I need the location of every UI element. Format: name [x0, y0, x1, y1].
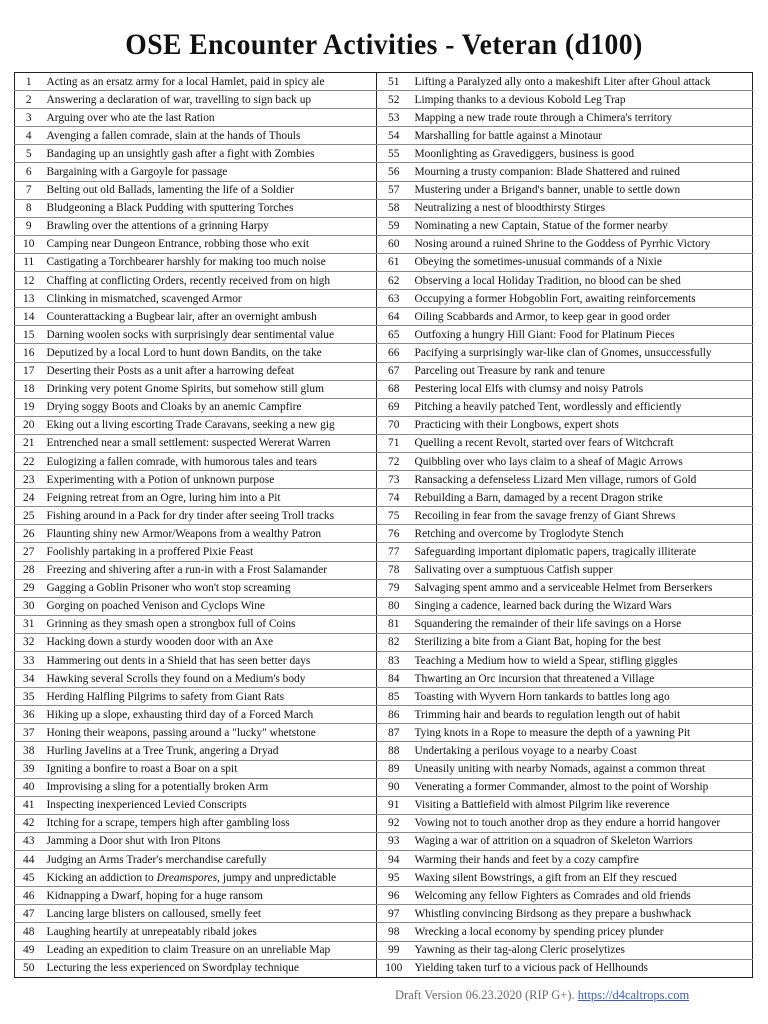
entry-text: Jamming a Door shut with Iron Pitons [43, 832, 377, 850]
table-row [15, 615, 753, 633]
page-title: OSE Encounter Activities - Veteran (d100) [125, 28, 643, 61]
table-row [15, 326, 753, 344]
entry-number: 95 [377, 869, 411, 887]
entry-text: Gorging on poached Venison and Cyclops Wine [43, 597, 377, 615]
table-row [15, 290, 753, 308]
entry-number: 57 [377, 181, 411, 199]
table-row [15, 652, 753, 670]
entry-text: Waxing silent Bowstrings, a gift from an Elf they rescued [411, 869, 753, 887]
entry-number: 33 [15, 652, 43, 670]
entry-number: 20 [15, 416, 43, 434]
entry-text: Arguing over who ate the last Ration [43, 109, 377, 127]
entry-number: 1 [15, 73, 43, 91]
entry-number: 15 [15, 326, 43, 344]
entry-number: 65 [377, 326, 411, 344]
entry-number: 59 [377, 217, 411, 235]
entry-number: 98 [377, 923, 411, 941]
table-row [15, 127, 753, 145]
entry-text: Clinking in mismatched, scavenged Armor [43, 290, 377, 308]
entry-number: 72 [377, 452, 411, 470]
entry-text: Leading an expedition to claim Treasure on an unreliable Map [43, 941, 377, 959]
entry-number: 55 [377, 145, 411, 163]
entry-number: 7 [15, 181, 43, 199]
entry-number: 64 [377, 308, 411, 326]
entry-number: 61 [377, 253, 411, 271]
table-row [15, 199, 753, 217]
entry-number: 35 [15, 688, 43, 706]
entry-text: Hammering out dents in a Shield that has seen better days [43, 652, 377, 670]
entry-number: 40 [15, 778, 43, 796]
entry-text: Recoiling in fear from the savage frenzy of Giant Shrews [411, 507, 753, 525]
entry-text: Fishing around in a Pack for dry tinder after seeing Troll tracks [43, 507, 377, 525]
entry-number: 62 [377, 272, 411, 290]
table-row [15, 434, 753, 452]
entry-text: Tying knots in a Rope to measure the depth of a yawning Pit [411, 724, 753, 742]
table-row [15, 905, 753, 923]
entry-text: Limping thanks to a devious Kobold Leg Trap [411, 91, 753, 109]
entry-text: Avenging a fallen comrade, slain at the hands of Thouls [43, 127, 377, 145]
entry-number: 77 [377, 543, 411, 561]
entry-text: Oiling Scabbards and Armor, to keep gear in good order [411, 308, 753, 326]
entry-number: 48 [15, 923, 43, 941]
entry-number: 9 [15, 217, 43, 235]
entry-text: Grinning as they smash open a strongbox full of Coins [43, 615, 377, 633]
entry-number: 74 [377, 489, 411, 507]
entry-number: 52 [377, 91, 411, 109]
entry-number: 58 [377, 199, 411, 217]
entry-number: 71 [377, 434, 411, 452]
entry-number: 28 [15, 561, 43, 579]
entry-text: Observing a local Holiday Tradition, no blood can be shed [411, 272, 753, 290]
entry-number: 12 [15, 272, 43, 290]
entry-number: 16 [15, 344, 43, 362]
entry-text: Hacking down a sturdy wooden door with an Axe [43, 633, 377, 651]
table-row [15, 380, 753, 398]
entry-text: Chaffing at conflicting Orders, recently received from on high [43, 272, 377, 290]
entry-text: Judging an Arms Trader's merchandise carefully [43, 851, 377, 869]
table-row [15, 91, 753, 109]
entry-text: Darning woolen socks with surprisingly dear sentimental value [43, 326, 377, 344]
entry-text: Drinking very potent Gnome Spirits, but somehow still glum [43, 380, 377, 398]
entry-text: Wrecking a local economy by spending pricey plunder [411, 923, 753, 941]
entry-number: 17 [15, 362, 43, 380]
entry-text: Teaching a Medium how to wield a Spear, stifling giggles [411, 652, 753, 670]
entry-text: Welcoming any fellow Fighters as Comrades and old friends [411, 887, 753, 905]
entry-number: 36 [15, 706, 43, 724]
entry-text: Eulogizing a fallen comrade, with humorous tales and tears [43, 452, 377, 470]
entry-number: 49 [15, 941, 43, 959]
entry-number: 60 [377, 235, 411, 253]
entry-number: 31 [15, 615, 43, 633]
entry-number: 66 [377, 344, 411, 362]
entry-text: Outfoxing a hungry Hill Giant: Food for Platinum Pieces [411, 326, 753, 344]
entry-text: Waging a war of attrition on a squadron of Skeleton Warriors [411, 832, 753, 850]
entry-text: Squandering the remainder of their life savings on a Horse [411, 615, 753, 633]
entry-number: 80 [377, 597, 411, 615]
entry-number: 78 [377, 561, 411, 579]
entry-number: 89 [377, 760, 411, 778]
entry-text: Neutralizing a nest of bloodthirsty Stirges [411, 199, 753, 217]
entry-text: Obeying the sometimes-unusual commands of a Nixie [411, 253, 753, 271]
entry-text: Quibbling over who lays claim to a sheaf of Magic Arrows [411, 452, 753, 470]
entry-text: Hawking several Scrolls they found on a Medium's body [43, 670, 377, 688]
table-row [15, 452, 753, 470]
table-row [15, 543, 753, 561]
entry-text: Salivating over a sumptuous Catfish supper [411, 561, 753, 579]
entry-number: 19 [15, 398, 43, 416]
table-row [15, 253, 753, 271]
entry-text: Acting as an ersatz army for a local Hamlet, paid in spicy ale [43, 73, 377, 91]
entry-text: Practicing with their Longbows, expert shots [411, 416, 753, 434]
entry-text: Herding Halfling Pilgrims to safety from Giant Rats [43, 688, 377, 706]
table-row [15, 796, 753, 814]
entry-text: Lecturing the less experienced on Swordplay technique [43, 959, 377, 977]
entry-text: Rebuilding a Barn, damaged by a recent Dragon strike [411, 489, 753, 507]
entry-text: Kicking an addiction to Dreamspores, jumpy and unpredictable [43, 869, 377, 887]
entry-number: 82 [377, 633, 411, 651]
table-row [15, 235, 753, 253]
entry-text: Undertaking a perilous voyage to a nearby Coast [411, 742, 753, 760]
entry-text: Whistling convincing Birdsong as they prepare a bushwhack [411, 905, 753, 923]
entry-number: 22 [15, 452, 43, 470]
entry-text: Pitching a heavily patched Tent, wordlessly and efficiently [411, 398, 753, 416]
table-row [15, 724, 753, 742]
entry-number: 70 [377, 416, 411, 434]
entry-text: Retching and overcome by Troglodyte Stench [411, 525, 753, 543]
entry-text: Pestering local Elfs with clumsy and noisy Patrols [411, 380, 753, 398]
table-row [15, 561, 753, 579]
entry-text: Foolishly partaking in a proffered Pixie Feast [43, 543, 377, 561]
entry-text: Nosing around a ruined Shrine to the Goddess of Pyrrhic Victory [411, 235, 753, 253]
entry-text: Sterilizing a bite from a Giant Bat, hoping for the best [411, 633, 753, 651]
table-row [15, 398, 753, 416]
table-row [15, 832, 753, 850]
entry-number: 11 [15, 253, 43, 271]
entry-number: 75 [377, 507, 411, 525]
table-row [15, 706, 753, 724]
website-link[interactable]: https://d4caltrops.com [577, 988, 690, 1002]
entry-number: 43 [15, 832, 43, 850]
entry-text: Honing their weapons, passing around a "lucky" whetstone [43, 724, 377, 742]
entry-text: Castigating a Torchbearer harshly for making too much noise [43, 253, 377, 271]
entry-number: 69 [377, 398, 411, 416]
entry-number: 97 [377, 905, 411, 923]
entry-text: Hiking up a slope, exhausting third day of a Forced March [43, 706, 377, 724]
draft-version: Draft Version 06.23.2020 (RIP G+). [395, 988, 575, 1002]
entry-text: Salvaging spent ammo and a serviceable Helmet from Berserkers [411, 579, 753, 597]
table-row [15, 814, 753, 832]
entry-text: Bandaging up an unsightly gash after a fight with Zombies [43, 145, 377, 163]
encounter-table [14, 72, 753, 978]
table-row [15, 489, 753, 507]
entry-number: 30 [15, 597, 43, 615]
entry-number: 18 [15, 380, 43, 398]
table-row [15, 633, 753, 651]
entry-text: Entrenched near a small settlement: suspected Wererat Warren [43, 434, 377, 452]
footer [395, 988, 689, 1003]
entry-number: 6 [15, 163, 43, 181]
entry-number: 84 [377, 670, 411, 688]
entry-text: Counterattacking a Bugbear lair, after an overnight ambush [43, 308, 377, 326]
table-row [15, 923, 753, 941]
entry-text: Laughing heartily at unrepeatably ribald jokes [43, 923, 377, 941]
entry-number: 21 [15, 434, 43, 452]
entry-number: 51 [377, 73, 411, 91]
entry-text: Drying soggy Boots and Cloaks by an anemic Campfire [43, 398, 377, 416]
entry-number: 85 [377, 688, 411, 706]
table-row [15, 688, 753, 706]
entry-number: 94 [377, 851, 411, 869]
entry-text: Inspecting inexperienced Levied Conscripts [43, 796, 377, 814]
table-row [15, 959, 753, 977]
entry-number: 83 [377, 652, 411, 670]
entry-text: Experimenting with a Potion of unknown purpose [43, 471, 377, 489]
table-row [15, 416, 753, 434]
table-row [15, 941, 753, 959]
entry-text: Occupying a former Hobgoblin Fort, awaiting reinforcements [411, 290, 753, 308]
entry-number: 44 [15, 851, 43, 869]
entry-number: 56 [377, 163, 411, 181]
entry-number: 45 [15, 869, 43, 887]
entry-number: 24 [15, 489, 43, 507]
entry-text: Toasting with Wyvern Horn tankards to battles long ago [411, 688, 753, 706]
entry-number: 53 [377, 109, 411, 127]
entry-number: 86 [377, 706, 411, 724]
entry-text: Camping near Dungeon Entrance, robbing those who exit [43, 235, 377, 253]
entry-number: 23 [15, 471, 43, 489]
entry-number: 50 [23, 962, 35, 975]
table-row [15, 670, 753, 688]
table-row [15, 272, 753, 290]
table-row [15, 217, 753, 235]
entry-text: Yawning as their tag-along Cleric proselytizes [411, 941, 753, 959]
table-row [15, 778, 753, 796]
entry-text: Uneasily uniting with nearby Nomads, against a common threat [411, 760, 753, 778]
entry-number: 37 [15, 724, 43, 742]
table-row [15, 851, 753, 869]
table-row [15, 109, 753, 127]
entry-text: Marshalling for battle against a Minotaur [411, 127, 753, 145]
table-row [15, 597, 753, 615]
entry-text: Mapping a new trade route through a Chimera's territory [411, 109, 753, 127]
entry-number: 2 [15, 91, 43, 109]
entry-number: 87 [377, 724, 411, 742]
entry-text: Moonlighting as Gravediggers, business is good [411, 145, 753, 163]
entry-number: 34 [15, 670, 43, 688]
entry-text: Improvising a sling for a potentially broken Arm [43, 778, 377, 796]
entry-text: Vowing not to touch another drop as they endure a horrid hangover [411, 814, 753, 832]
entry-number: 3 [15, 109, 43, 127]
entry-text: Lancing large blisters on calloused, smelly feet [43, 905, 377, 923]
entry-number: 68 [377, 380, 411, 398]
entry-text: Itching for a scrape, tempers high after gambling loss [43, 814, 377, 832]
entry-number: 13 [15, 290, 43, 308]
entry-number: 5 [15, 145, 43, 163]
entry-text: Deserting their Posts as a unit after a harrowing defeat [43, 362, 377, 380]
table-row [15, 579, 753, 597]
table-row [15, 344, 753, 362]
entry-number: 26 [15, 525, 43, 543]
entry-text: Gagging a Goblin Prisoner who won't stop screaming [43, 579, 377, 597]
table-row [15, 742, 753, 760]
entry-number: 91 [377, 796, 411, 814]
entry-number: 38 [15, 742, 43, 760]
table-row [15, 507, 753, 525]
table-row [15, 362, 753, 380]
entry-text: Kidnapping a Dwarf, hoping for a huge ransom [43, 887, 377, 905]
entry-number: 41 [15, 796, 43, 814]
entry-text: Trimming hair and beards to regulation length out of habit [411, 706, 753, 724]
table-row [15, 887, 753, 905]
entry-text: Quelling a recent Revolt, started over fears of Witchcraft [411, 434, 753, 452]
entry-text: Thwarting an Orc incursion that threatened a Village [411, 670, 753, 688]
entry-text: Brawling over the attentions of a grinning Harpy [43, 217, 377, 235]
entry-text: Parceling out Treasure by rank and tenure [411, 362, 753, 380]
entry-text: Warming their hands and feet by a cozy campfire [411, 851, 753, 869]
entry-text: Answering a declaration of war, travelling to sign back up [43, 91, 377, 109]
entry-number: 73 [377, 471, 411, 489]
entry-number: 54 [377, 127, 411, 145]
entry-number: 92 [377, 814, 411, 832]
entry-number: 96 [377, 887, 411, 905]
table-row [15, 181, 753, 199]
entry-number: 46 [15, 887, 43, 905]
entry-text: Flaunting shiny new Armor/Weapons from a wealthy Patron [43, 525, 377, 543]
entry-number: 47 [15, 905, 43, 923]
entry-number: 63 [377, 290, 411, 308]
entry-text: Freezing and shivering after a run-in with a Frost Salamander [43, 561, 377, 579]
entry-text: Bargaining with a Gargoyle for passage [43, 163, 377, 181]
entry-text: Deputized by a local Lord to hunt down Bandits, on the take [43, 344, 377, 362]
entry-text: Singing a cadence, learned back during the Wizard Wars [411, 597, 753, 615]
table-row [15, 471, 753, 489]
entry-number: 67 [377, 362, 411, 380]
table-row [15, 73, 753, 91]
table-row [15, 308, 753, 326]
entry-number: 99 [377, 941, 411, 959]
entry-text: Ransacking a defenseless Lizard Men village, rumors of Gold [411, 471, 753, 489]
entry-number: 79 [377, 579, 411, 597]
entry-number: 42 [15, 814, 43, 832]
entry-text: Hurling Javelins at a Tree Trunk, angering a Dryad [43, 742, 377, 760]
entry-number: 39 [15, 760, 43, 778]
table-row [15, 525, 753, 543]
entry-text: Visiting a Battlefield with almost Pilgrim like reverence [411, 796, 753, 814]
entry-number: 93 [377, 832, 411, 850]
entry-text: Yielding taken turf to a vicious pack of Hellhounds [414, 962, 648, 975]
entry-number: 81 [377, 615, 411, 633]
entry-number: 88 [377, 742, 411, 760]
entry-text: Eking out a living escorting Trade Caravans, seeking a new gig [43, 416, 377, 434]
entry-text: Mustering under a Brigand's banner, unable to settle down [411, 181, 753, 199]
entry-text: Igniting a bonfire to roast a Boar on a spit [43, 760, 377, 778]
entry-number: 14 [15, 308, 43, 326]
entry-text: Belting out old Ballads, lamenting the life of a Soldier [43, 181, 377, 199]
table-row [15, 145, 753, 163]
table-row [15, 869, 753, 887]
entry-text: Feigning retreat from an Ogre, luring him into a Pit [43, 489, 377, 507]
entry-number: 25 [15, 507, 43, 525]
entry-number: 4 [15, 127, 43, 145]
entry-text: Lifting a Paralyzed ally onto a makeshift Liter after Ghoul attack [411, 73, 753, 91]
entry-text: Venerating a former Commander, almost to the point of Worship [411, 778, 753, 796]
entry-number: 76 [377, 525, 411, 543]
entry-number: 100 [385, 962, 403, 975]
entry-number: 27 [15, 543, 43, 561]
entry-text: Mourning a trusty companion: Blade Shattered and ruined [411, 163, 753, 181]
entry-number: 32 [15, 633, 43, 651]
entry-number: 10 [15, 235, 43, 253]
entry-number: 90 [377, 778, 411, 796]
entry-number: 29 [15, 579, 43, 597]
entry-text: Bludgeoning a Black Pudding with sputtering Torches [43, 199, 377, 217]
table-row [15, 163, 753, 181]
entry-text: Nominating a new Captain, Statue of the former nearby [411, 217, 753, 235]
entry-text: Pacifying a surprisingly war-like clan of Gnomes, unsuccessfully [411, 344, 753, 362]
entry-number: 8 [15, 199, 43, 217]
entry-text: Safeguarding important diplomatic papers, tragically illiterate [411, 543, 753, 561]
table-row [15, 760, 753, 778]
